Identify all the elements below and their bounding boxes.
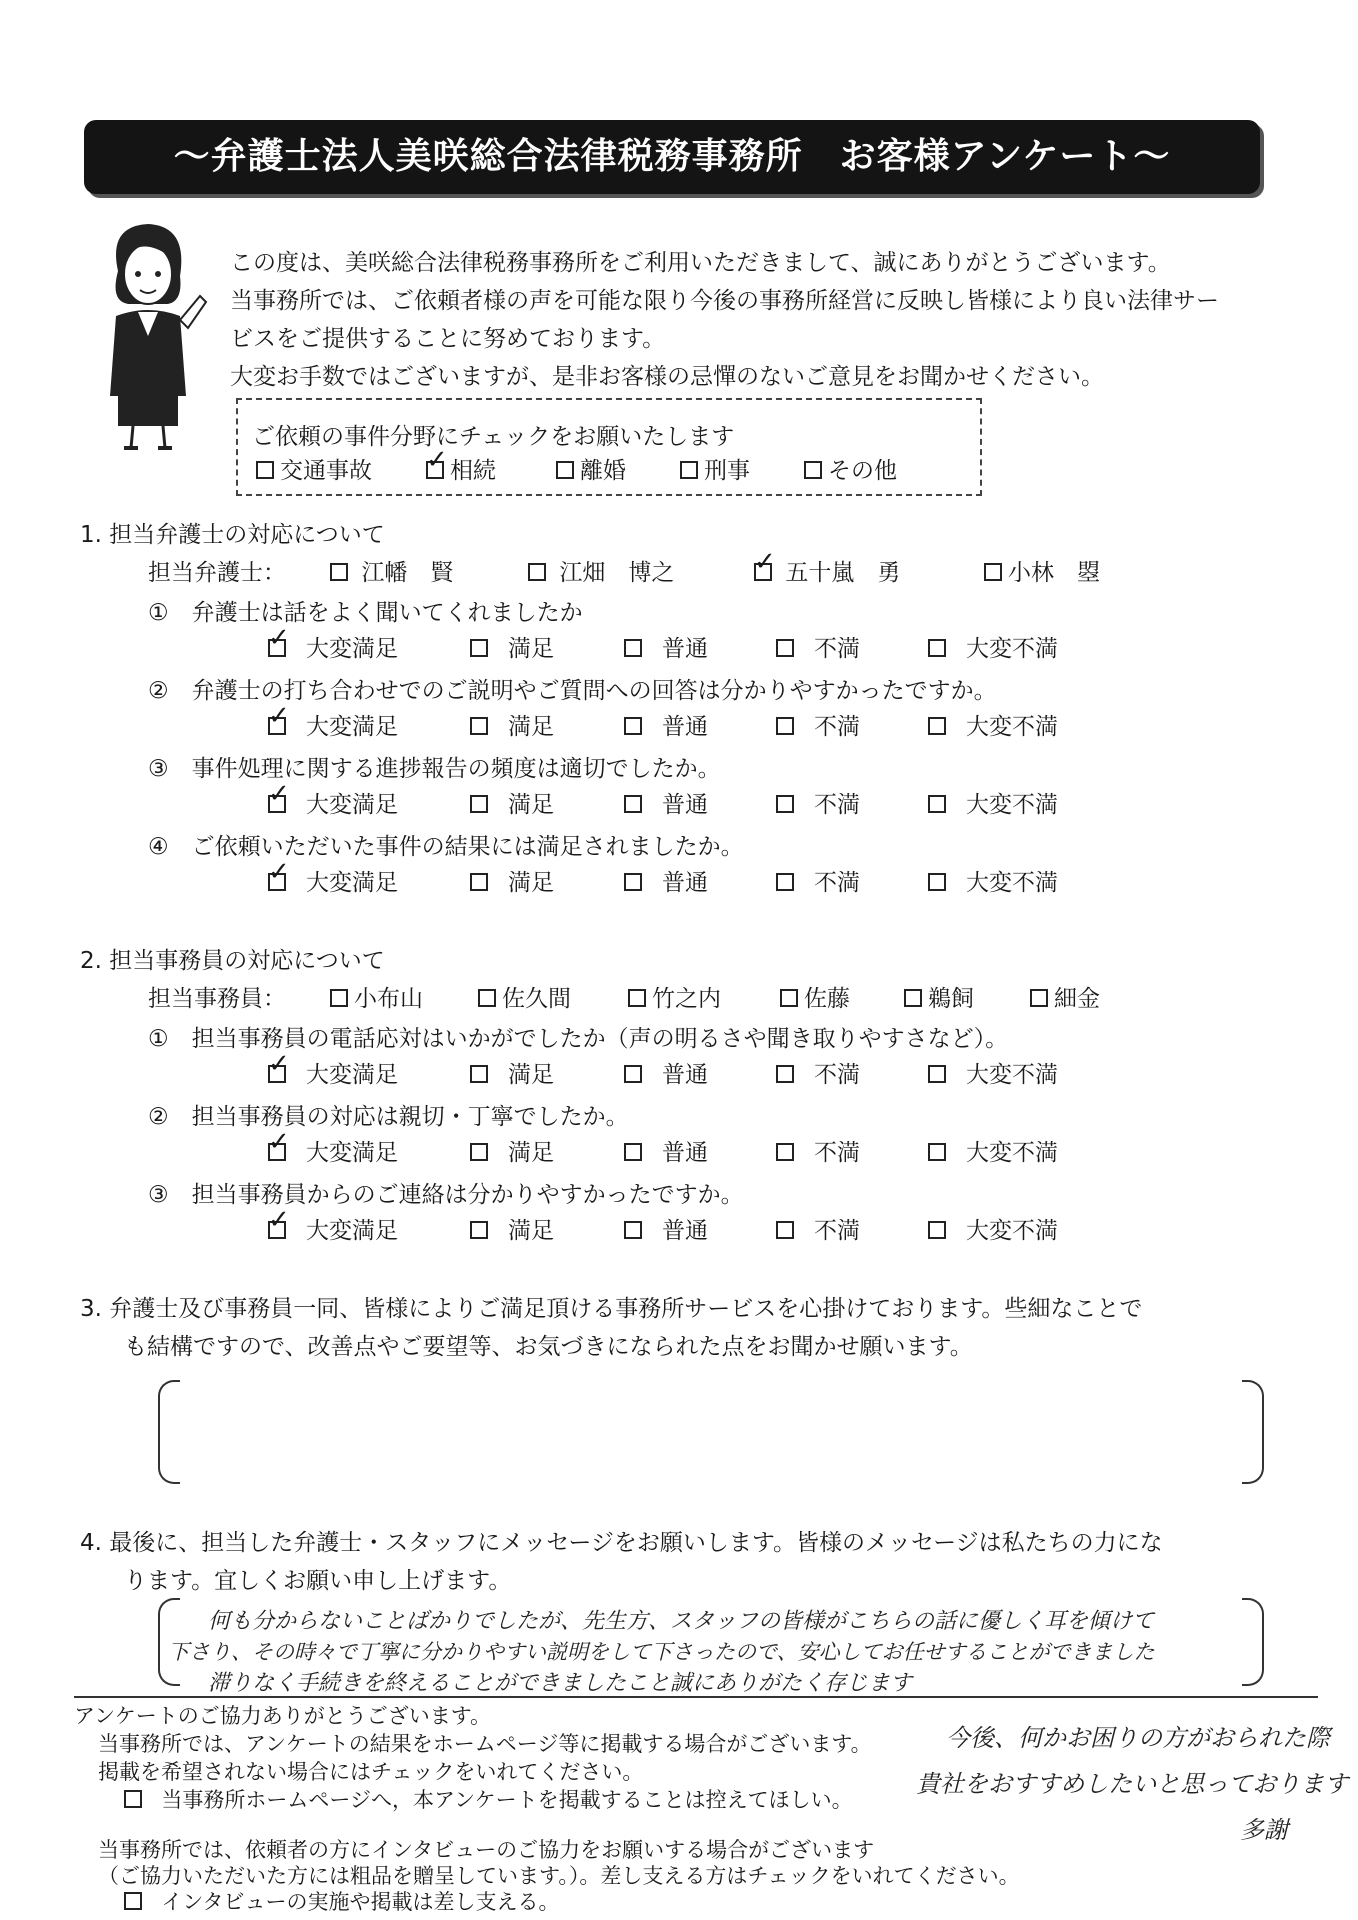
lawyer-label: 担当弁護士： [148,560,286,586]
rating-option[interactable]: 大変不満 [928,786,1058,819]
interview-optout-checkbox[interactable]: インタビューの実施や掲載は差し支える。 [124,1886,560,1916]
rating-option[interactable]: 満足 [470,1212,554,1245]
message-answer-line: 下さり、その時々で丁寧に分かりやすい説明をして下さったので、安心してお任せすることができました [168,1640,1155,1664]
category-option-checked[interactable]: ✓ 相続 [426,444,496,484]
rating-option-checked[interactable]: ✓ 大変満足 [268,1048,398,1088]
rating-option[interactable]: 普通 [624,864,708,897]
intro-line: 大変お手数ではございますが、是非お客様の忌憚のないご意見をお聞かせください。 [230,364,1104,390]
rating-option[interactable]: 大変不満 [928,1134,1058,1167]
rating-option-checked[interactable]: ✓ 大変満足 [268,856,398,896]
section-heading: 1. 担当弁護士の対応について [80,522,385,548]
page-title: ～弁護士法人美咲総合法律税務事務所 お客様アンケート～ [84,120,1260,194]
footer-text: （ご協力いただいた方には粗品を贈呈しています。）。差し支える方はチェックをいれてください。 [98,1864,1020,1888]
clerk-option[interactable]: 小布山 [330,980,423,1013]
rating-option[interactable]: 普通 [624,1212,708,1245]
rating-option[interactable]: 満足 [470,786,554,819]
question-item: ② 担当事務員の対応は親切・丁寧でしたか。 [148,1104,629,1130]
comment-bracket-right [1242,1380,1264,1484]
handwritten-note: 貴社をおすすめしたいと思っております [916,1770,1349,1798]
question-item: ③ 担当事務員からのご連絡は分かりやすかったですか。 [148,1182,744,1208]
handwritten-note: 今後、何かお困りの方がおられた際 [946,1724,1330,1752]
checkmark-icon: ✓ [268,856,290,887]
rating-option-checked[interactable]: ✓ 大変満足 [268,1204,398,1244]
staff-illustration [88,216,208,456]
rating-option-checked[interactable]: ✓ 大変満足 [268,700,398,740]
section-text: も結構ですので、改善点やご要望等、お気づきになられた点をお聞かせ願います。 [124,1334,973,1360]
rating-option[interactable]: 普通 [624,708,708,741]
category-option[interactable]: 離婚 [556,452,626,485]
checkmark-icon: ✓ [268,778,290,809]
lawyer-option[interactable]: 江幡 賢 [330,554,453,587]
footer-text: 当事務所では、依頼者の方にインタビューのご協力をお願いする場合がございます [98,1838,875,1862]
checkmark-icon: ✓ [268,1204,290,1235]
footer-thanks: アンケートのご協力ありがとうございます。 [74,1704,492,1728]
rating-option-checked[interactable]: ✓ 大変満足 [268,778,398,818]
lawyer-option[interactable]: 小林 曌 [984,554,1100,587]
message-answer-line: 滞りなく手続きを終えることができましたこと誠にありがたく存じます [208,1671,913,1696]
rating-option[interactable]: 不満 [776,630,860,663]
rating-option[interactable]: 不満 [776,1134,860,1167]
rating-option[interactable]: 不満 [776,1212,860,1245]
checkmark-icon: ✓ [268,700,290,731]
message-bracket-right [1242,1598,1264,1686]
intro-line: ビスをご提供することに努めております。 [230,326,666,352]
rating-option[interactable]: 満足 [470,864,554,897]
rating-option[interactable]: 普通 [624,630,708,663]
rating-option[interactable]: 満足 [470,630,554,663]
question-item: ③ 事件処理に関する進捗報告の頻度は適切でしたか。 [148,756,721,782]
rating-option[interactable]: 大変不満 [928,630,1058,663]
rating-option[interactable]: 大変不満 [928,1056,1058,1089]
rating-option[interactable]: 大変不満 [928,864,1058,897]
footer-text: 当事務所では、アンケートの結果をホームページ等に掲載する場合がございます。 [98,1732,872,1756]
section-text: 3. 弁護士及び事務員一同、皆様によりご満足頂ける事務所サービスを心掛けております。些細なことで [80,1296,1143,1322]
category-option[interactable]: その他 [804,452,897,485]
rating-option[interactable]: 普通 [624,1134,708,1167]
question-item: ① 弁護士は話をよく聞いてくれましたか [148,600,583,626]
section-text: ります。宜しくお願い申し上げます。 [124,1568,512,1594]
section-heading: 2. 担当事務員の対応について [80,948,385,974]
rating-option[interactable]: 不満 [776,864,860,897]
rating-option-checked[interactable]: ✓ 大変満足 [268,1126,398,1166]
clerk-option[interactable]: 鵜飼 [904,980,974,1013]
rating-option[interactable]: 不満 [776,708,860,741]
intro-line: 当事務所では、ご依頼者様の声を可能な限り今後の事務所経営に反映し皆様により良い法律サー [230,288,1219,314]
clerk-option[interactable]: 細金 [1030,980,1100,1013]
rating-option[interactable]: 満足 [470,1134,554,1167]
clerk-option[interactable]: 佐久間 [478,980,571,1013]
checkmark-icon: ✓ [268,1048,290,1079]
clerk-label: 担当事務員： [148,986,286,1012]
category-prompt: ご依頼の事件分野にチェックをお願いたします [252,424,735,450]
rating-option[interactable]: 大変不満 [928,708,1058,741]
hp-optout-checkbox[interactable]: 当事務所ホームページへ，本アンケートを掲載することは控えてほしい。 [124,1784,853,1814]
footer-divider [74,1696,1318,1698]
rating-option[interactable]: 不満 [776,786,860,819]
lawyer-option[interactable]: 江畑 博之 [528,554,674,587]
category-option[interactable]: 交通事故 [256,452,372,485]
question-item: ④ ご依頼いただいた事件の結果には満足されましたか。 [148,834,744,860]
checkmark-icon: ✓ [268,622,290,653]
question-item: ① 担当事務員の電話応対はいかがでしたか（声の明るさや聞き取りやすさなど）。 [148,1026,1009,1052]
message-answer-line: 何も分からないことばかりでしたが、先生方、スタッフの皆様がこちらの話に優しく耳を傾けて [208,1609,1155,1634]
intro-line: この度は、美咲総合法律税務事務所をご利用いただきまして、誠にありがとうございます。 [230,250,1171,276]
footer-text: 掲載を希望されない場合にはチェックをいれてください。 [98,1760,644,1784]
rating-option[interactable]: 満足 [470,708,554,741]
clerk-option[interactable]: 佐藤 [780,980,850,1013]
section-text: 4. 最後に、担当した弁護士・スタッフにメッセージをお願いします。皆様のメッセージは私たちの力にな [80,1530,1163,1556]
rating-option[interactable]: 不満 [776,1056,860,1089]
lawyer-option-checked[interactable]: ✓ 五十嵐 勇 [754,546,901,586]
comment-field[interactable] [180,1384,1240,1476]
handwritten-note: 多謝 [1240,1816,1288,1844]
rating-option[interactable]: 普通 [624,786,708,819]
rating-option[interactable]: 満足 [470,1056,554,1089]
category-option[interactable]: 刑事 [680,452,750,485]
rating-option-checked[interactable]: ✓ 大変満足 [268,622,398,662]
checkmark-icon: ✓ [426,444,448,475]
rating-option[interactable]: 大変不満 [928,1212,1058,1245]
question-item: ② 弁護士の打ち合わせでのご説明やご質問への回答は分かりやすかったですか。 [148,678,997,704]
clerk-option[interactable]: 竹之内 [628,980,721,1013]
comment-bracket-left [158,1380,180,1484]
checkmark-icon: ✓ [754,546,776,577]
rating-option[interactable]: 普通 [624,1056,708,1089]
checkmark-icon: ✓ [268,1126,290,1157]
